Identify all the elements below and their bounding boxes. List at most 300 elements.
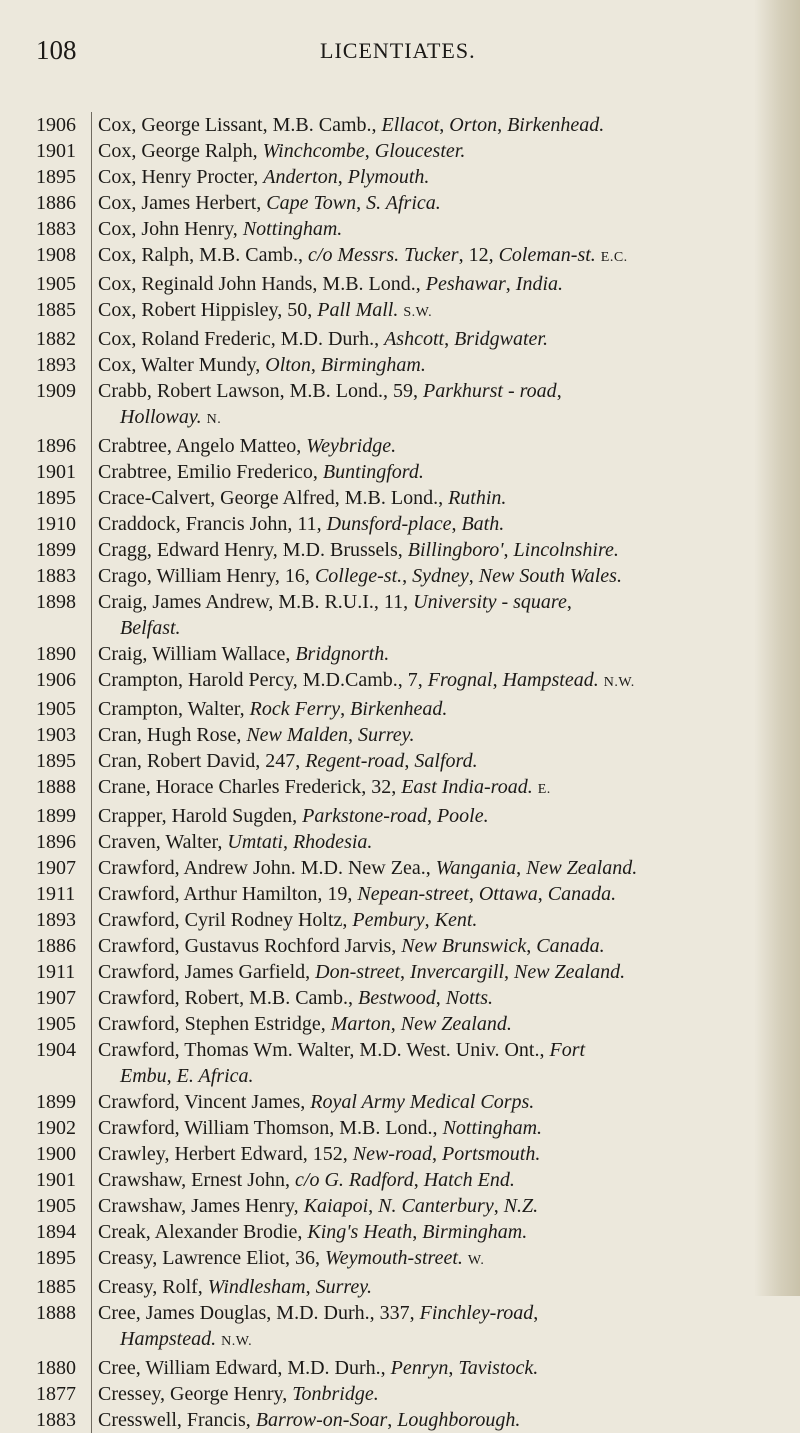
entry-year: 1894 bbox=[36, 1221, 76, 1243]
column-rule bbox=[91, 589, 92, 641]
entry-line bbox=[98, 985, 758, 1011]
entry-name: , bbox=[516, 857, 527, 879]
entry-year: 1885 bbox=[36, 1276, 76, 1298]
entry-address: c/o G. Radford bbox=[295, 1169, 414, 1191]
entry-year: 1910 bbox=[36, 513, 76, 535]
entry-text bbox=[98, 803, 758, 829]
entry-address: N. Canterbury bbox=[378, 1195, 494, 1217]
entry-address: Gloucester. bbox=[374, 140, 466, 162]
entry-year: 1883 bbox=[36, 1409, 76, 1431]
entry-row bbox=[0, 511, 800, 537]
entry-address: Surrey. bbox=[357, 724, 415, 746]
entry-year: 1883 bbox=[36, 218, 76, 240]
entry-address: Weymouth-street. bbox=[324, 1247, 463, 1269]
entry-text bbox=[98, 933, 758, 959]
entry-name: , bbox=[439, 114, 450, 136]
entry-row bbox=[0, 1407, 800, 1433]
entry-address: Canada. bbox=[536, 935, 605, 957]
entry-text bbox=[98, 855, 758, 881]
entry-address: Ottawa bbox=[478, 883, 538, 905]
column-rule bbox=[91, 722, 92, 748]
entry-name: Cox, James Herbert, bbox=[98, 192, 267, 214]
entry-row bbox=[0, 855, 800, 881]
entry-year: 1893 bbox=[36, 354, 76, 376]
entry-name: , bbox=[435, 987, 446, 1009]
entry-row bbox=[0, 722, 800, 748]
entry-year: 1895 bbox=[36, 750, 76, 772]
entry-name: , bbox=[166, 1065, 177, 1087]
entry-text bbox=[98, 774, 758, 803]
column-rule bbox=[91, 1167, 92, 1193]
entry-year: 1890 bbox=[36, 643, 76, 665]
entry-name: Cree, James Douglas, M.D. Durh., 337, bbox=[98, 1302, 420, 1324]
column-rule bbox=[91, 907, 92, 933]
column-rule bbox=[91, 1219, 92, 1245]
entry-text bbox=[98, 511, 758, 537]
entry-row bbox=[0, 1141, 800, 1167]
entry-year: 1886 bbox=[36, 935, 76, 957]
entry-row bbox=[0, 907, 800, 933]
entry-line bbox=[98, 511, 758, 537]
column-rule bbox=[91, 1274, 92, 1300]
column-rule bbox=[91, 1011, 92, 1037]
entry-name: , bbox=[497, 114, 508, 136]
entry-row bbox=[0, 1381, 800, 1407]
column-rule bbox=[91, 985, 92, 1011]
entry-name: , bbox=[282, 831, 293, 853]
entry-text bbox=[98, 326, 758, 352]
entry-address: Birmingham. bbox=[320, 354, 426, 376]
entry-name: , bbox=[310, 354, 321, 376]
entry-row bbox=[0, 667, 800, 696]
entry-text bbox=[98, 190, 758, 216]
entry-name: Crawford, Cyril Rodney Holtz, bbox=[98, 909, 353, 931]
entry-row bbox=[0, 589, 800, 641]
column-rule bbox=[91, 881, 92, 907]
entry-name: Crawford, Andrew John. M.D. New Zea., bbox=[98, 857, 436, 879]
column-rule bbox=[91, 855, 92, 881]
entry-row bbox=[0, 485, 800, 511]
entry-name: Crampton, Harold Percy, M.D.Camb., 7, bbox=[98, 669, 428, 691]
entry-address: Bridgwater. bbox=[454, 328, 548, 350]
entry-address: Dunsford-place bbox=[326, 513, 452, 535]
entry-year: 1898 bbox=[36, 591, 76, 613]
entry-address: Hampstead. bbox=[120, 1328, 217, 1350]
entry-address: Nottingham. bbox=[242, 218, 343, 240]
entry-address: Tonbridge. bbox=[292, 1383, 379, 1405]
entry-line bbox=[98, 589, 758, 615]
column-rule bbox=[91, 1193, 92, 1219]
entry-row bbox=[0, 959, 800, 985]
entry-address: Olton bbox=[265, 354, 311, 376]
entry-text bbox=[98, 1089, 758, 1115]
entry-year: 1895 bbox=[36, 1247, 76, 1269]
entry-line bbox=[98, 1037, 758, 1063]
entry-name: , bbox=[533, 1302, 539, 1324]
entry-address: Bestwood bbox=[357, 987, 436, 1009]
entry-line bbox=[98, 271, 758, 297]
entry-postal-district: E. bbox=[537, 782, 551, 797]
entry-line bbox=[98, 1355, 758, 1381]
entry-year: 1906 bbox=[36, 669, 76, 691]
entry-address: Barrow-on-Soar bbox=[255, 1409, 388, 1431]
entry-line bbox=[98, 190, 758, 216]
entry-line bbox=[98, 1115, 758, 1141]
entry-year: 1900 bbox=[36, 1143, 76, 1165]
entry-name: Crawford, Gustavus Rochford Jarvis, bbox=[98, 935, 402, 957]
entry-year: 1896 bbox=[36, 831, 76, 853]
entry-row bbox=[0, 242, 800, 271]
entry-name: , bbox=[537, 883, 548, 905]
entry-address: S. Africa. bbox=[366, 192, 441, 214]
entry-name: , bbox=[451, 513, 462, 535]
entry-text bbox=[98, 216, 758, 242]
column-rule bbox=[91, 459, 92, 485]
entry-year: 1901 bbox=[36, 140, 76, 162]
entry-address: New Zealand. bbox=[400, 1013, 512, 1035]
entry-address: Parkstone-road bbox=[302, 805, 427, 827]
entry-text bbox=[98, 352, 758, 378]
entry-name: Cressey, George Henry, bbox=[98, 1383, 293, 1405]
entry-address: Pembury bbox=[352, 909, 425, 931]
entry-year: 1907 bbox=[36, 857, 76, 879]
entry-year: 1886 bbox=[36, 192, 76, 214]
column-rule bbox=[91, 1407, 92, 1433]
entry-text bbox=[98, 1274, 758, 1300]
entry-year: 1905 bbox=[36, 1013, 76, 1035]
entry-name: Cree, William Edward, M.D. Durh., bbox=[98, 1357, 391, 1379]
entry-address: Pall Mall. bbox=[317, 299, 399, 321]
entry-line bbox=[98, 1381, 758, 1407]
entry-name: Cresswell, Francis, bbox=[98, 1409, 256, 1431]
entry-address: Belfast. bbox=[120, 617, 181, 639]
entry-name: Crawley, Herbert Edward, 152, bbox=[98, 1143, 353, 1165]
entry-line bbox=[98, 537, 758, 563]
entry-line bbox=[98, 326, 758, 352]
entry-postal-district: E.C. bbox=[600, 250, 628, 265]
column-rule bbox=[91, 297, 92, 326]
entry-name: , bbox=[390, 1013, 401, 1035]
entry-address: Anderton bbox=[263, 166, 338, 188]
entry-name: Cragg, Edward Henry, M.D. Brussels, bbox=[98, 539, 408, 561]
entry-year: 1908 bbox=[36, 244, 76, 266]
entry-address: Kent. bbox=[434, 909, 478, 931]
entry-address: Frognal bbox=[427, 669, 493, 691]
column-rule bbox=[91, 378, 92, 433]
entry-text bbox=[98, 563, 758, 589]
column-rule bbox=[91, 190, 92, 216]
column-rule bbox=[91, 511, 92, 537]
entry-address: Fort bbox=[549, 1039, 586, 1061]
entry-year: 1901 bbox=[36, 461, 76, 483]
entry-line bbox=[98, 696, 758, 722]
entry-year: 1880 bbox=[36, 1357, 76, 1379]
entry-name: Crawford, Arthur Hamilton, 19, bbox=[98, 883, 358, 905]
entry-name: , bbox=[526, 935, 537, 957]
entry-row bbox=[0, 537, 800, 563]
entry-line bbox=[98, 1089, 758, 1115]
entry-line bbox=[98, 1245, 758, 1274]
entry-name: Crane, Horace Charles Frederick, 32, bbox=[98, 776, 402, 798]
entry-name: Crabtree, Emilio Frederico, bbox=[98, 461, 323, 483]
entry-address: Salford. bbox=[414, 750, 478, 772]
entry-text bbox=[98, 959, 758, 985]
entry-postal-district: N.W. bbox=[221, 1334, 253, 1349]
entry-name: Crawford, William Thomson, M.B. Lond., bbox=[98, 1117, 443, 1139]
entry-address: Birkenhead. bbox=[507, 114, 605, 136]
entry-address: Bridgnorth. bbox=[295, 643, 390, 665]
entry-year: 1903 bbox=[36, 724, 76, 746]
entry-year: 1905 bbox=[36, 273, 76, 295]
entry-text bbox=[98, 1381, 758, 1407]
entry-line bbox=[98, 352, 758, 378]
entry-address: Birmingham. bbox=[422, 1221, 528, 1243]
entry-row bbox=[0, 378, 800, 433]
entry-name: , bbox=[402, 565, 413, 587]
entry-line bbox=[98, 242, 758, 271]
entry-text bbox=[98, 1011, 758, 1037]
entry-text bbox=[98, 1355, 758, 1381]
entry-name: , bbox=[448, 1357, 459, 1379]
entry-name: , bbox=[504, 961, 514, 983]
entry-row bbox=[0, 326, 800, 352]
entry-address: N.Z. bbox=[503, 1195, 539, 1217]
entry-address: New Zealand. bbox=[514, 961, 626, 983]
entry-row bbox=[0, 748, 800, 774]
entry-name: Crawford, Thomas Wm. Walter, M.D. West. Univ. Ont., bbox=[98, 1039, 550, 1061]
entry-name: Crawford, Vincent James, bbox=[98, 1091, 311, 1113]
column-rule bbox=[91, 1141, 92, 1167]
entry-line bbox=[98, 563, 758, 589]
entry-address: Nepean-street bbox=[357, 883, 469, 905]
entry-name: Crapper, Harold Sugden, bbox=[98, 805, 303, 827]
entry-address: Finchley-road bbox=[419, 1302, 534, 1324]
entry-row bbox=[0, 352, 800, 378]
entry-line bbox=[98, 433, 758, 459]
column-rule bbox=[91, 537, 92, 563]
entry-line bbox=[98, 748, 758, 774]
column-rule bbox=[91, 1037, 92, 1089]
column-rule bbox=[91, 271, 92, 297]
entry-name: , bbox=[337, 166, 348, 188]
entry-name: , bbox=[347, 724, 358, 746]
entry-postal-district: W. bbox=[467, 1253, 485, 1268]
entry-name: , bbox=[368, 1195, 379, 1217]
column-rule bbox=[91, 216, 92, 242]
entry-line bbox=[98, 378, 758, 404]
entry-line bbox=[98, 1167, 758, 1193]
column-rule bbox=[91, 326, 92, 352]
entry-name: , bbox=[424, 909, 435, 931]
column-rule bbox=[91, 803, 92, 829]
entry-year: 1899 bbox=[36, 1091, 76, 1113]
entry-text bbox=[98, 985, 758, 1011]
entry-name: , bbox=[387, 1409, 398, 1431]
entry-row bbox=[0, 641, 800, 667]
entry-address: E. Africa. bbox=[176, 1065, 254, 1087]
entry-address: Peshawar bbox=[425, 273, 506, 295]
page-number: 108 bbox=[36, 35, 77, 65]
entry-text bbox=[98, 1115, 758, 1141]
entry-address: Weybridge. bbox=[306, 435, 397, 457]
entry-name: , bbox=[412, 1221, 423, 1243]
entry-address: Notts. bbox=[445, 987, 494, 1009]
column-rule bbox=[91, 829, 92, 855]
entry-text bbox=[98, 378, 758, 433]
entry-line bbox=[98, 907, 758, 933]
entry-name: , bbox=[468, 565, 479, 587]
entry-line-continued bbox=[98, 1063, 758, 1089]
entry-row bbox=[0, 933, 800, 959]
entry-name: , bbox=[404, 750, 415, 772]
entry-text bbox=[98, 112, 758, 138]
column-rule bbox=[91, 1089, 92, 1115]
entry-text bbox=[98, 1167, 758, 1193]
entry-address: Bath. bbox=[461, 513, 505, 535]
entry-name: Crawford, Robert, M.B. Camb., bbox=[98, 987, 358, 1009]
entry-name: , bbox=[492, 669, 503, 691]
entry-name: , bbox=[426, 805, 437, 827]
entry-address: New Malden bbox=[246, 724, 348, 746]
column-rule bbox=[91, 933, 92, 959]
column-rule bbox=[91, 774, 92, 803]
entry-year: 1885 bbox=[36, 299, 76, 321]
entry-row bbox=[0, 1037, 800, 1089]
entry-address: Penryn bbox=[390, 1357, 449, 1379]
entry-name: , bbox=[505, 273, 516, 295]
column-rule bbox=[91, 696, 92, 722]
entry-address: College-st. bbox=[314, 565, 403, 587]
column-rule bbox=[91, 485, 92, 511]
entry-row bbox=[0, 1089, 800, 1115]
entry-name: Craven, Walter, bbox=[98, 831, 228, 853]
entry-row bbox=[0, 164, 800, 190]
entry-line bbox=[98, 112, 758, 138]
entry-address: Wangania bbox=[435, 857, 517, 879]
entry-address: Canada. bbox=[547, 883, 617, 905]
entry-address: Ellacot bbox=[381, 114, 440, 136]
entry-line bbox=[98, 1300, 758, 1326]
entry-address: Portsmouth. bbox=[442, 1143, 541, 1165]
entry-line bbox=[98, 297, 758, 326]
entry-name: Crawford, James Garfield, bbox=[98, 961, 316, 983]
entry-address: Regent-road bbox=[305, 750, 405, 772]
entry-row bbox=[0, 563, 800, 589]
entry-text bbox=[98, 138, 758, 164]
column-rule bbox=[91, 1115, 92, 1141]
entry-address: Plymouth. bbox=[347, 166, 430, 188]
entry-row bbox=[0, 1300, 800, 1355]
entry-row bbox=[0, 696, 800, 722]
entry-address: University - square bbox=[413, 591, 567, 613]
entry-line bbox=[98, 485, 758, 511]
entry-text bbox=[98, 433, 758, 459]
entry-name: , bbox=[556, 380, 562, 402]
entry-address: Hampstead. bbox=[502, 669, 599, 691]
entry-text bbox=[98, 1037, 758, 1089]
entry-text bbox=[98, 881, 758, 907]
entry-year: 1896 bbox=[36, 435, 76, 457]
entry-row bbox=[0, 216, 800, 242]
entry-name: , bbox=[503, 539, 514, 561]
entry-line bbox=[98, 1407, 758, 1433]
entry-text bbox=[98, 164, 758, 190]
entry-row bbox=[0, 112, 800, 138]
entry-name: Crabtree, Angelo Matteo, bbox=[98, 435, 307, 457]
entry-line bbox=[98, 959, 758, 985]
entry-year: 1888 bbox=[36, 1302, 76, 1324]
licentiate-list bbox=[0, 112, 800, 1433]
entry-address: India. bbox=[515, 273, 563, 295]
entry-text bbox=[98, 829, 758, 855]
entry-text bbox=[98, 1193, 758, 1219]
entry-name: Crabb, Robert Lawson, M.B. Lond., 59, bbox=[98, 380, 423, 402]
entry-row bbox=[0, 1245, 800, 1274]
column-rule bbox=[91, 433, 92, 459]
entry-name: Cox, Robert Hippisley, 50, bbox=[98, 299, 318, 321]
column-rule bbox=[91, 667, 92, 696]
entry-year: 1907 bbox=[36, 987, 76, 1009]
entry-address: Embu bbox=[120, 1065, 167, 1087]
column-rule bbox=[91, 748, 92, 774]
entry-name: Cox, Henry Procter, bbox=[98, 166, 264, 188]
entry-address: Cape Town bbox=[266, 192, 357, 214]
entry-line-continued bbox=[98, 404, 758, 433]
entry-name: Crawshaw, James Henry, bbox=[98, 1195, 304, 1217]
entry-text bbox=[98, 667, 758, 696]
entry-address: Kaiapoi bbox=[303, 1195, 369, 1217]
entry-address: Nottingham. bbox=[442, 1117, 543, 1139]
entry-name: , bbox=[399, 961, 410, 983]
entry-row bbox=[0, 433, 800, 459]
entry-name: Creasy, Lawrence Eliot, 36, bbox=[98, 1247, 325, 1269]
entry-address: Parkhurst - road bbox=[422, 380, 557, 402]
entry-year: 1882 bbox=[36, 328, 76, 350]
entry-year: 1905 bbox=[36, 1195, 76, 1217]
entry-name: Crawshaw, Ernest John, bbox=[98, 1169, 296, 1191]
entry-line bbox=[98, 803, 758, 829]
entry-address: Windlesham bbox=[207, 1276, 306, 1298]
column-rule bbox=[91, 1245, 92, 1274]
entry-row bbox=[0, 1011, 800, 1037]
entry-name: , bbox=[413, 1169, 424, 1191]
column-rule bbox=[91, 641, 92, 667]
entry-address: Lincolnshire. bbox=[513, 539, 619, 561]
entry-year: 1901 bbox=[36, 1169, 76, 1191]
entry-address: Rhodesia. bbox=[292, 831, 373, 853]
entry-name: , 12, bbox=[458, 244, 499, 266]
entry-name: Cox, John Henry, bbox=[98, 218, 243, 240]
entry-text bbox=[98, 696, 758, 722]
entry-address: Royal Army Medical Corps. bbox=[310, 1091, 535, 1113]
entry-text bbox=[98, 242, 758, 271]
entry-name: Cox, George Lissant, M.B. Camb., bbox=[98, 114, 382, 136]
entry-name: Cran, Hugh Rose, bbox=[98, 724, 247, 746]
entry-line bbox=[98, 722, 758, 748]
entry-address: Poole. bbox=[436, 805, 489, 827]
entry-year: 1883 bbox=[36, 565, 76, 587]
entry-year: 1905 bbox=[36, 698, 76, 720]
entry-postal-district: N.W. bbox=[603, 675, 635, 690]
entry-address: Invercargill bbox=[409, 961, 504, 983]
entry-row bbox=[0, 1167, 800, 1193]
entry-line-continued bbox=[98, 615, 758, 641]
entry-year: 1895 bbox=[36, 166, 76, 188]
column-rule bbox=[91, 959, 92, 985]
entry-row bbox=[0, 985, 800, 1011]
column-rule bbox=[91, 112, 92, 138]
entry-line bbox=[98, 855, 758, 881]
